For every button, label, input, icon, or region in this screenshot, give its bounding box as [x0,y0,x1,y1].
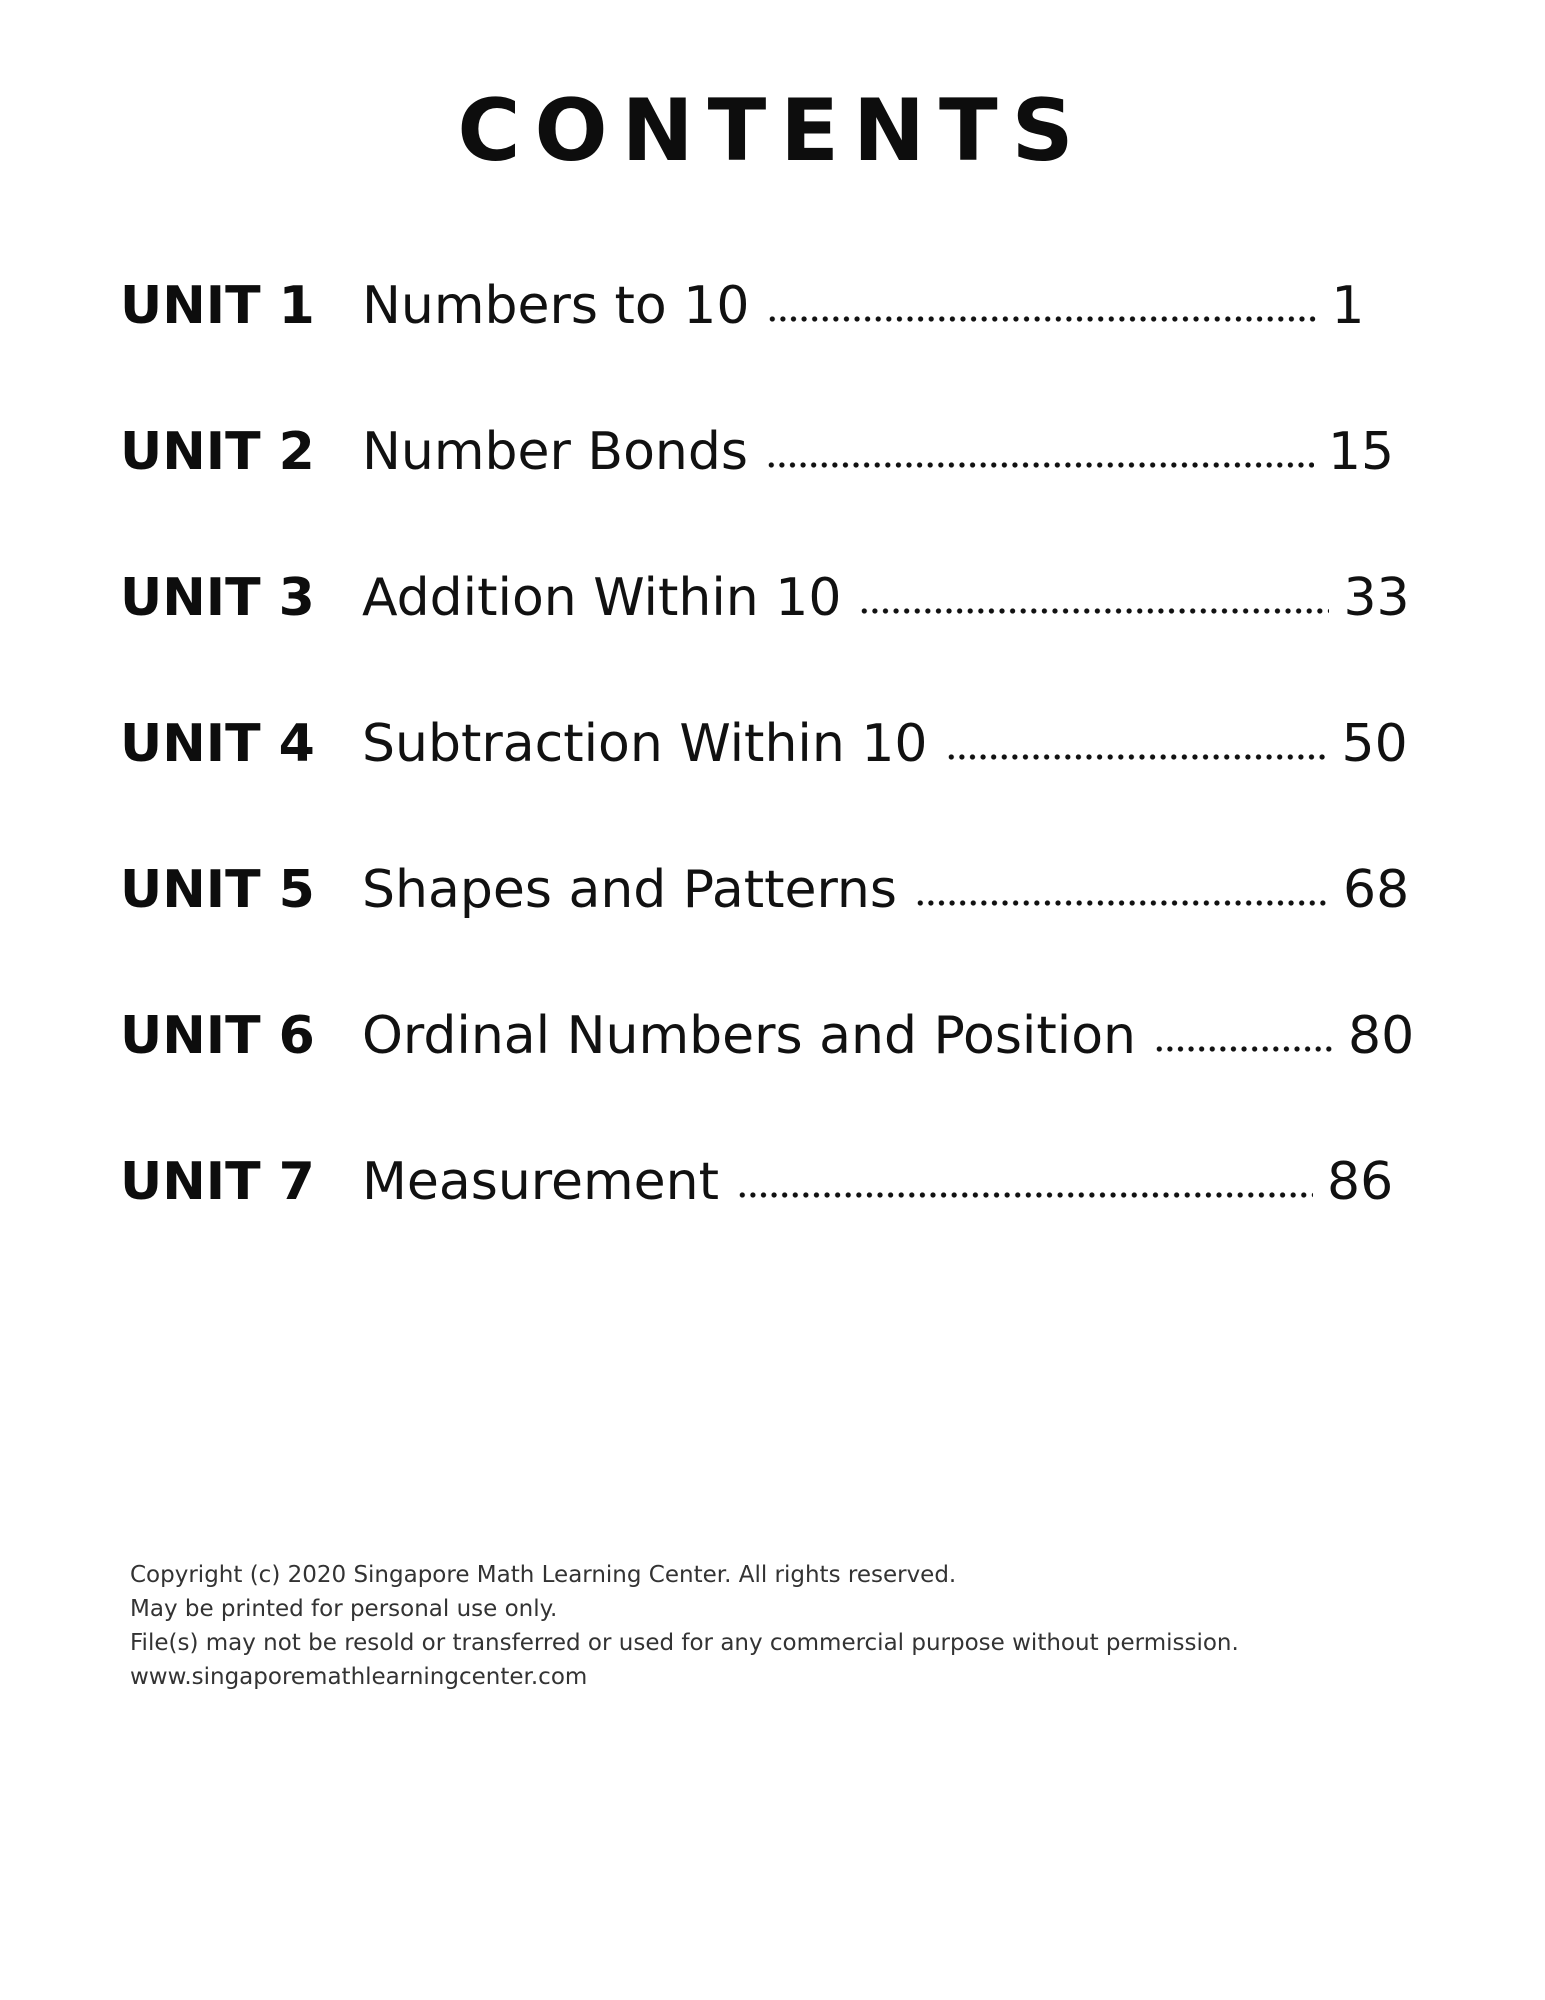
unit-title: Number Bonds [362,422,748,482]
dot-leader [1154,1046,1334,1052]
page-number: 86 [1327,1152,1394,1212]
dot-leader [766,462,1314,468]
dot-leader [946,754,1328,760]
unit-title: Numbers to 10 [362,276,750,336]
page-number: 33 [1343,568,1410,628]
page-number: 15 [1327,422,1395,482]
unit-title: Subtraction Within 10 [362,714,928,774]
unit-label: UNIT 5 [120,860,315,920]
restriction-line: File(s) may not be resold or transferred or used for any commercial purpose without permission. [130,1630,1239,1656]
toc-row-unit-6[interactable] [120,996,1414,1076]
page-number: 1 [1331,276,1365,336]
copyright-line: Copyright (c) 2020 Singapore Math Learning Center. All rights reserved. [130,1562,957,1588]
unit-title: Ordinal Numbers and Position [362,1006,1136,1066]
unit-label: UNIT 3 [120,568,315,628]
unit-title: Shapes and Patterns [362,860,897,920]
unit-label: UNIT 7 [120,1152,315,1212]
toc-row-unit-1[interactable] [120,266,1365,346]
unit-label: UNIT 4 [120,714,315,774]
unit-label: UNIT 6 [120,1006,315,1066]
page-number: 50 [1341,714,1408,774]
toc-row-unit-2[interactable] [120,412,1394,492]
unit-title: Addition Within 10 [362,568,842,628]
toc-row-unit-5[interactable] [120,850,1409,930]
dot-leader [859,608,1329,614]
toc-row-unit-3[interactable] [120,558,1410,638]
page-title: CONTENTS [457,81,1088,181]
toc-row-unit-4[interactable] [120,704,1408,784]
dot-leader [767,316,1317,322]
usage-line: May be printed for personal use only. [130,1596,558,1622]
unit-label: UNIT 1 [120,276,315,336]
toc-row-unit-7[interactable] [120,1142,1393,1222]
unit-label: UNIT 2 [120,422,315,482]
page-number: 68 [1342,860,1410,920]
website-link[interactable]: www.singaporemathlearningcenter.com [130,1664,588,1690]
page-number: 80 [1347,1006,1415,1066]
unit-title: Measurement [362,1152,719,1212]
dot-leader [915,900,1329,906]
copyright-footer [130,1558,1239,1694]
dot-leader [737,1192,1313,1198]
